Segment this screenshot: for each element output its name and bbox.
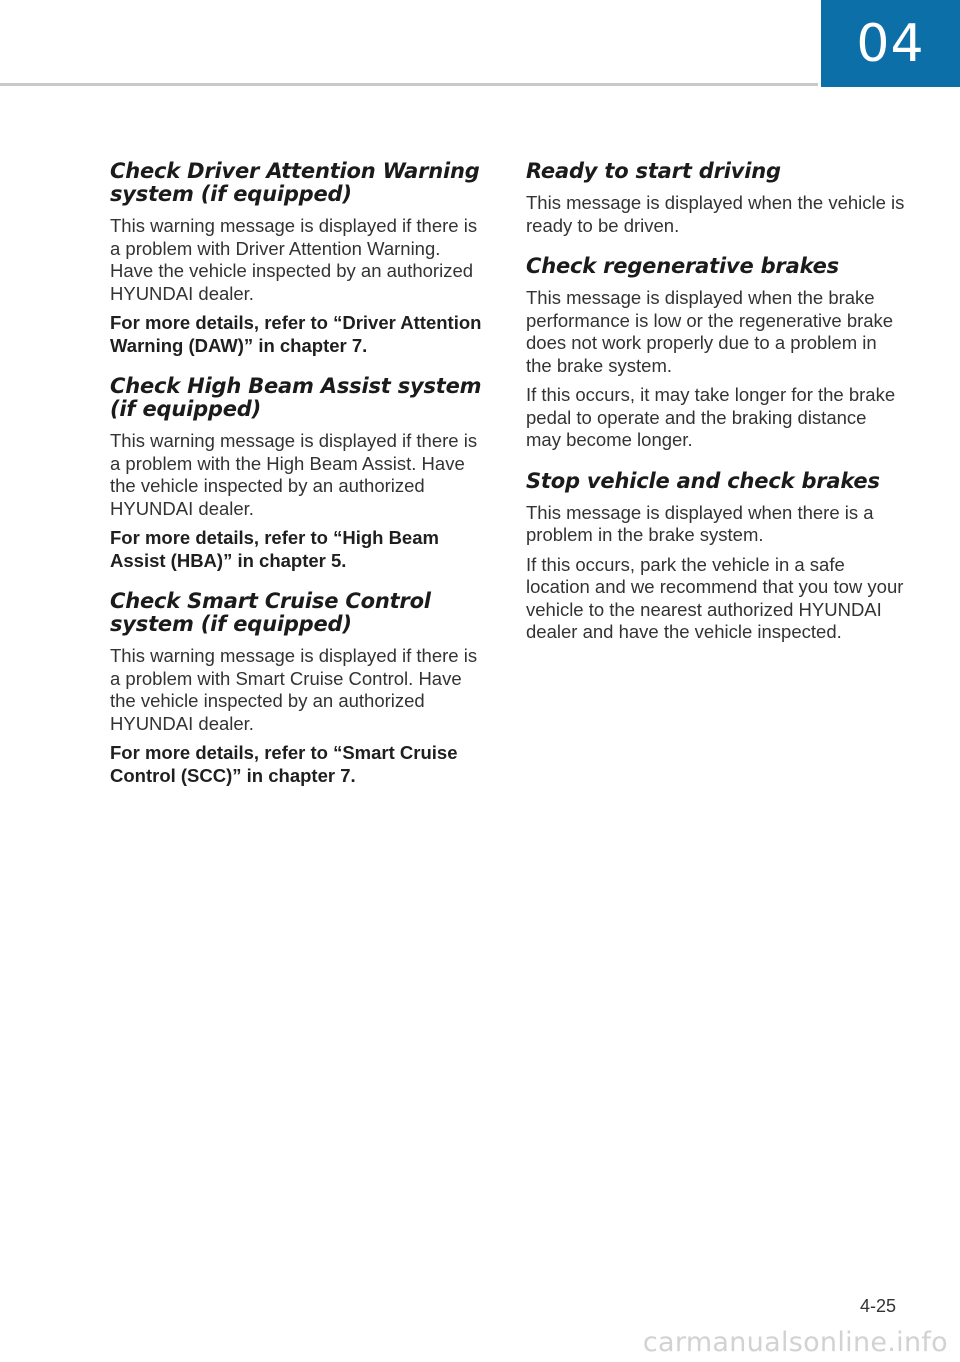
section-title: Stop vehicle and check brakes xyxy=(526,468,880,493)
section-high-beam-assist xyxy=(110,375,482,572)
section-body-2: If this occurs, park the vehicle in a safe location and we recommend that you tow your vehicle to the nearest authorized HYUNDAI dealer and have the vehicle inspected. xyxy=(526,553,904,642)
section-body: This warning message is displayed if there is a problem with the High Beam Assist. Have the vehicle inspected by an authorized HYUNDAI dealer. xyxy=(110,430,478,519)
left-column xyxy=(110,160,482,805)
chapter-number: 04 xyxy=(856,13,925,74)
page-number: 4-25 xyxy=(859,1296,896,1316)
chapter-tab xyxy=(821,0,960,87)
section-title: Check Driver Attention Warning system (if equipped) xyxy=(110,159,480,206)
section-title: Check regenerative brakes xyxy=(526,254,839,278)
right-column xyxy=(526,160,906,662)
section-body: This warning message is displayed if there is a problem with Smart Cruise Control. Have the vehicle inspected by an authorized HYUNDAI dealer. xyxy=(110,645,478,734)
section-body: This warning message is displayed if there is a problem with Driver Attention Warning. Have the vehicle inspected by an authorized HYUNDAI dealer. xyxy=(110,215,478,304)
section-regenerative-brakes xyxy=(526,255,906,452)
section-reference: For more details, refer to “Driver Attention Warning (DAW)” in chapter 7. xyxy=(110,312,482,356)
section-smart-cruise-control xyxy=(110,590,482,787)
section-title: Check Smart Cruise Control system (if equipped) xyxy=(110,589,431,636)
section-body: This message is displayed when the vehicle is ready to be driven. xyxy=(526,192,905,236)
section-reference: For more details, refer to “High Beam Assist (HBA)” in chapter 5. xyxy=(110,527,439,571)
section-body-2: If this occurs, it may take longer for the brake pedal to operate and the braking distance may become longer. xyxy=(526,384,896,450)
section-title: Check High Beam Assist system (if equipped) xyxy=(110,374,482,421)
section-stop-vehicle xyxy=(526,470,906,644)
section-body: This message is displayed when the brake performance is low or the regenerative brake does not work properly due to a problem in the brake system. xyxy=(526,287,894,376)
header-rule xyxy=(0,83,818,86)
section-title: Ready to start driving xyxy=(526,159,781,183)
section-ready-to-start xyxy=(526,160,906,237)
section-reference: For more details, refer to “Smart Cruise Control (SCC)” in chapter 7. xyxy=(110,742,458,786)
watermark: carmanualsonline.info xyxy=(642,1326,948,1358)
section-body: This message is displayed when there is a problem in the brake system. xyxy=(526,501,874,545)
section-driver-attention-warning xyxy=(110,160,482,357)
